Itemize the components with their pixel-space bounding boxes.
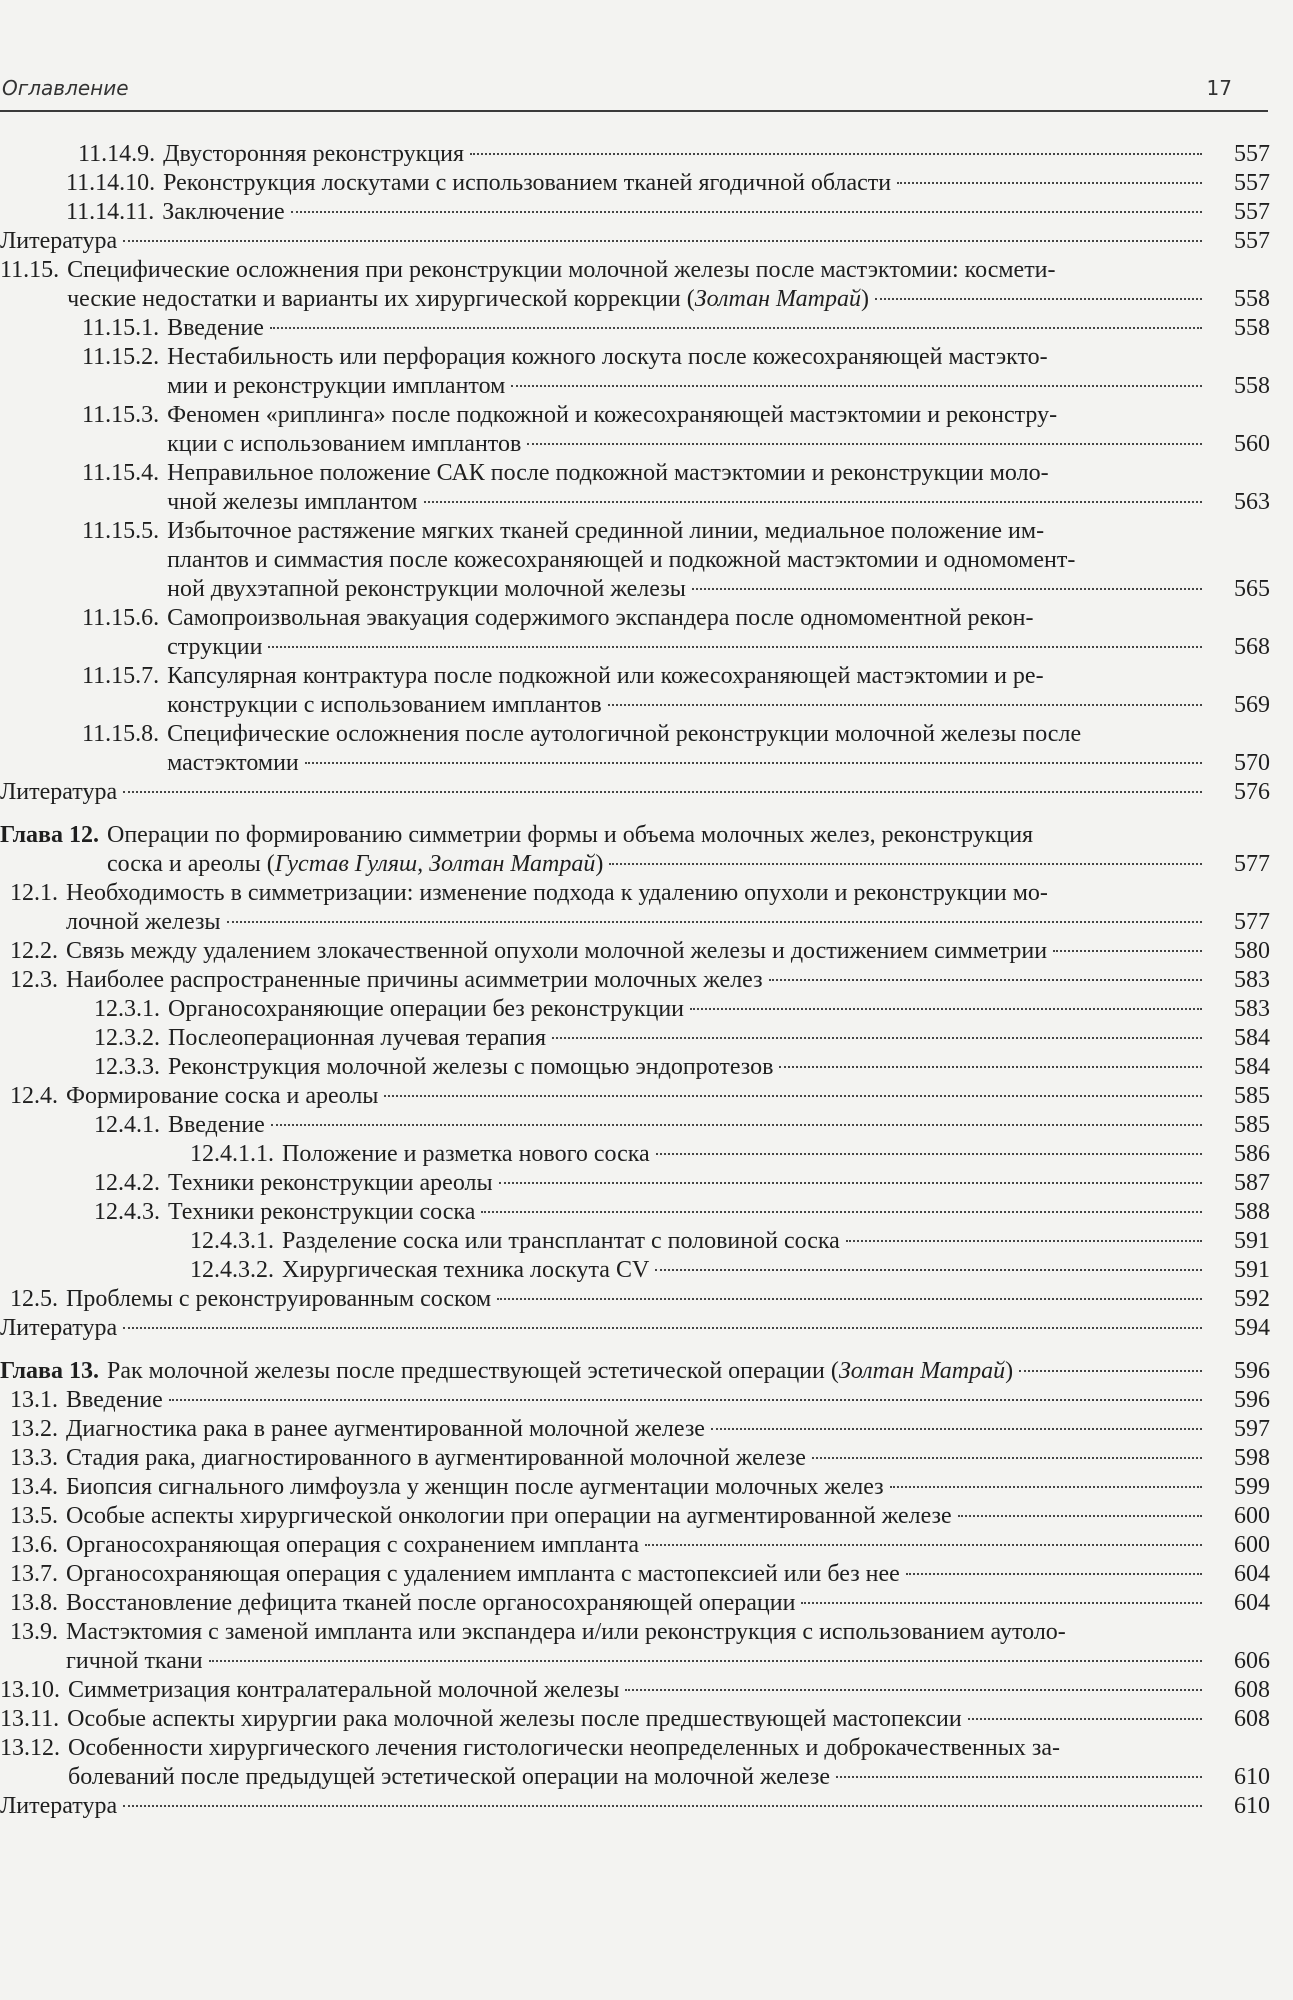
toc-entry-number: 12.3. [10, 967, 58, 993]
toc-entry-title: Реконструкция молочной железы с помощью эндопротезов [168, 1054, 774, 1080]
toc-entry[interactable] [0, 1111, 1270, 1140]
toc-entry[interactable] [0, 937, 1270, 966]
toc-entry-page: 569 [1234, 692, 1270, 718]
toc-entry[interactable] [0, 1676, 1270, 1705]
toc-entry-title: Особые аспекты хирургической онкологии при операции на аугментированной железе [66, 1503, 952, 1529]
toc-entry[interactable] [0, 1024, 1270, 1053]
toc-entry-title: Литература [0, 1793, 118, 1819]
toc-entry-number: 11.15.2. [82, 344, 160, 370]
dot-leader [384, 1094, 1202, 1097]
toc-entry-number: 13.5. [10, 1503, 58, 1529]
dot-leader [291, 210, 1202, 213]
header-rule [0, 110, 1268, 112]
toc-entry-author: Густав Гуляш, Золтан Матрай [274, 851, 596, 877]
toc-entry-number: 12.4.3.1. [190, 1228, 274, 1254]
toc-entry-title: мастэктомии [167, 750, 299, 776]
toc-entry-title: Восстановление дефицита тканей после органосохраняющей операции [66, 1590, 796, 1616]
toc-entry-number: 11.15.6. [82, 605, 160, 631]
toc-entry-page: 596 [1234, 1387, 1270, 1413]
toc-entry[interactable] [0, 604, 1270, 662]
toc-entry[interactable] [0, 778, 1270, 807]
toc-entry-number: 12.4. [10, 1083, 58, 1109]
toc-entry-title: Органосохраняющая операция с удалением импланта с мастопексией или без нее [66, 1561, 900, 1587]
toc-entry-number: 11.15.4. [82, 460, 160, 486]
toc-entry-title: ческие недостатки и варианты их хирургической коррекции ( [67, 286, 695, 312]
dot-leader [123, 239, 1202, 242]
dot-leader [690, 1007, 1202, 1010]
toc-entry-title: Заключение [162, 199, 285, 225]
dot-leader [968, 1717, 1202, 1720]
toc-entry-page: 599 [1234, 1474, 1270, 1500]
toc-entry-page: 583 [1234, 967, 1270, 993]
toc-entry[interactable] [0, 1792, 1270, 1821]
toc-entry[interactable] [0, 1531, 1270, 1560]
toc-entry[interactable] [0, 879, 1270, 937]
dot-leader [1019, 1369, 1202, 1372]
toc-entry-page: 558 [1234, 315, 1270, 341]
dot-leader [836, 1775, 1202, 1778]
dot-leader [890, 1485, 1202, 1488]
toc-entry-title: чной железы имплантом [167, 489, 418, 515]
toc-entry-page: 584 [1234, 1025, 1270, 1051]
toc-entry-number: 13.2. [10, 1416, 58, 1442]
running-header [0, 74, 1240, 114]
toc-entry-title: Литература [0, 228, 118, 254]
toc-entry-page: 610 [1234, 1793, 1270, 1819]
dot-leader [711, 1427, 1202, 1430]
toc-entry-number: 13.8. [10, 1590, 58, 1616]
toc-entry-title: Формирование соска и ареолы [66, 1083, 379, 1109]
toc-entry-title: конструкции с использованием имплантов [167, 692, 602, 718]
toc-entry-number: 11.14.10. [66, 170, 156, 196]
dot-leader [655, 1268, 1202, 1271]
toc-entry-line: Специфические осложнения после аутологичной реконструкции молочной железы после [167, 721, 1082, 747]
toc-entry-title: ной двухэтапной реконструкции молочной железы [167, 576, 686, 602]
toc-entry[interactable] [0, 459, 1270, 517]
toc-entry-page: 557 [1234, 199, 1270, 225]
toc-entry[interactable] [0, 1256, 1270, 1285]
toc-entry-number: 12.4.1. [94, 1112, 160, 1138]
toc-entry[interactable] [0, 401, 1270, 459]
toc-entry-title: лочной железы [66, 909, 221, 935]
toc-entry-tail: ) [1005, 1358, 1014, 1384]
dot-leader [227, 920, 1202, 923]
dot-leader [846, 1239, 1202, 1242]
toc-entry-page: 608 [1234, 1706, 1270, 1732]
toc-entry-page: 584 [1234, 1054, 1270, 1080]
table-of-contents [0, 140, 1270, 1821]
toc-entry-line: Нестабильность или перфорация кожного лоскута после кожесохраняющей мастэкто- [167, 344, 1048, 370]
toc-entry-line: Специфические осложнения при реконструкции молочной железы после мастэктомии: космети- [67, 257, 1056, 283]
toc-entry-number: 11.15.7. [82, 663, 160, 689]
toc-entry-number: 12.4.3. [94, 1199, 160, 1225]
section-gap [0, 807, 1270, 821]
toc-entry-title: Литература [0, 1315, 118, 1341]
toc-entry-page: 585 [1234, 1112, 1270, 1138]
toc-entry-number: 13.10. [0, 1677, 60, 1703]
toc-entry-title: Органосохраняющие операции без реконструкции [168, 996, 685, 1022]
toc-entry-page: 565 [1234, 576, 1270, 602]
dot-leader [875, 297, 1202, 300]
toc-entry-tail: ) [595, 851, 604, 877]
toc-entry[interactable] [0, 1053, 1270, 1082]
toc-entry[interactable] [0, 821, 1270, 879]
toc-entry[interactable] [0, 314, 1270, 343]
toc-entry-number: 13.11. [0, 1706, 60, 1732]
dot-leader [779, 1065, 1202, 1068]
toc-entry-line: Феномен «риплинга» после подкожной и кожесохраняющей мастэктомии и реконстру- [167, 402, 1058, 428]
toc-entry[interactable] [0, 1618, 1270, 1676]
toc-entry-number: 13.3. [10, 1445, 58, 1471]
toc-entry-page: 557 [1234, 228, 1270, 254]
toc-entry[interactable] [0, 1169, 1270, 1198]
toc-entry-title: мии и реконструкции имплантом [167, 373, 506, 399]
toc-entry-title: Диагностика рака в ранее аугментированной молочной железе [66, 1416, 705, 1442]
toc-entry-page: 592 [1234, 1286, 1270, 1312]
toc-entry-page: 597 [1234, 1416, 1270, 1442]
toc-entry-page: 558 [1234, 286, 1270, 312]
toc-entry[interactable] [0, 1734, 1270, 1792]
toc-entry-number: 11.14.11. [66, 199, 155, 225]
toc-entry-page: 604 [1234, 1590, 1270, 1616]
toc-entry-title: кции с использованием имплантов [167, 431, 522, 457]
toc-entry-number: 13.4. [10, 1474, 58, 1500]
toc-entry-title: Литература [0, 779, 118, 805]
toc-entry-page: 570 [1234, 750, 1270, 776]
dot-leader [481, 1210, 1202, 1213]
toc-entry-number: 12.4.1.1. [190, 1141, 274, 1167]
dot-leader [123, 1326, 1202, 1329]
toc-entry-line: Капсулярная контрактура после подкожной или кожесохраняющей мастэктомии и ре- [167, 663, 1044, 689]
toc-entry-page: 583 [1234, 996, 1270, 1022]
dot-leader [645, 1543, 1202, 1546]
toc-entry-number: 12.1. [10, 880, 58, 906]
toc-entry-title: Разделение соска или трансплантат с половиной соска [282, 1228, 840, 1254]
toc-entry-title: Послеоперационная лучевая терапия [168, 1025, 547, 1051]
toc-entry-line: Избыточное растяжение мягких тканей срединной линии, медиальное положение им- [167, 518, 1045, 544]
toc-entry-number: 12.4.3.2. [190, 1257, 274, 1283]
toc-entry-line: Мастэктомия с заменой импланта или экспандера и/или реконструкция с использованием аутоло- [66, 1619, 1066, 1645]
toc-entry-line: Особенности хирургического лечения гистологически неопределенных и доброкачественных за- [68, 1735, 1060, 1761]
toc-entry-title: Введение [168, 1112, 265, 1138]
toc-entry-page: 598 [1234, 1445, 1270, 1471]
toc-entry-line: Самопроизвольная эвакуация содержимого экспандера после одномоментной рекон- [167, 605, 1034, 631]
header-title: Оглавление [2, 76, 129, 100]
toc-entry-title: Хирургическая техника лоскута CV [282, 1257, 650, 1283]
toc-entry[interactable] [0, 662, 1270, 720]
toc-entry-title: Положение и разметка нового соска [282, 1141, 650, 1167]
dot-leader [801, 1601, 1202, 1604]
toc-entry-number: 11.15.8. [82, 721, 160, 747]
toc-entry-page: 608 [1234, 1677, 1270, 1703]
toc-entry-page: 557 [1234, 170, 1270, 196]
toc-entry-page: 586 [1234, 1141, 1270, 1167]
toc-entry-page: 577 [1234, 909, 1270, 935]
toc-entry[interactable] [0, 1473, 1270, 1502]
toc-entry-number: Глава 13. [0, 1358, 99, 1384]
dot-leader [271, 1123, 1202, 1126]
toc-entry[interactable] [0, 1314, 1270, 1343]
dot-leader [169, 1398, 1202, 1401]
toc-entry-page: 604 [1234, 1561, 1270, 1587]
toc-entry[interactable] [0, 1705, 1270, 1734]
header-page-number: 17 [1206, 76, 1232, 100]
toc-entry[interactable] [0, 343, 1270, 401]
toc-entry-page: 606 [1234, 1648, 1270, 1674]
toc-entry-page: 594 [1234, 1315, 1270, 1341]
toc-entry[interactable] [0, 256, 1270, 314]
toc-entry-author: Золтан Матрай [694, 286, 862, 312]
toc-entry-page: 557 [1234, 141, 1270, 167]
toc-entry[interactable] [0, 227, 1270, 256]
toc-entry-tail: ) [861, 286, 870, 312]
toc-entry-line: Операции по формированию симметрии формы и объема молочных желез, реконструкция [107, 822, 1034, 848]
dot-leader [123, 790, 1202, 793]
dot-leader [268, 645, 1202, 648]
toc-entry-title: болеваний после предыдущей эстетической операции на молочной железе [68, 1764, 830, 1790]
toc-entry-author: Золтан Матрай [838, 1358, 1006, 1384]
toc-entry-number: 11.15.3. [82, 402, 160, 428]
dot-leader [424, 500, 1202, 503]
toc-entry[interactable] [0, 198, 1270, 227]
dot-leader [608, 703, 1202, 706]
dot-leader [769, 978, 1202, 981]
toc-entry-title: струкции [167, 634, 263, 660]
toc-entry-title: Техники реконструкции соска [168, 1199, 476, 1225]
toc-entry[interactable] [0, 1285, 1270, 1314]
toc-entry-title: Реконструкция лоскутами с использованием тканей ягодичной области [163, 170, 892, 196]
dot-leader [470, 152, 1202, 155]
dot-leader [209, 1659, 1202, 1662]
toc-entry[interactable] [0, 1227, 1270, 1256]
toc-entry-number: 13.12. [0, 1735, 60, 1761]
toc-entry-number: 11.14.9. [78, 141, 156, 167]
toc-entry-number: 13.1. [10, 1387, 58, 1413]
toc-entry[interactable] [0, 1589, 1270, 1618]
toc-entry-title: Введение [66, 1387, 163, 1413]
dot-leader [552, 1036, 1202, 1039]
toc-entry[interactable] [0, 995, 1270, 1024]
toc-entry-title: Органосохраняющая операция с сохранением импланта [66, 1532, 639, 1558]
dot-leader [897, 181, 1202, 184]
toc-entry-page: 560 [1234, 431, 1270, 457]
dot-leader [497, 1297, 1202, 1300]
toc-entry-page: 600 [1234, 1532, 1270, 1558]
dot-leader [123, 1804, 1202, 1807]
toc-entry[interactable] [0, 140, 1270, 169]
toc-entry-title: Стадия рака, диагностированного в аугментированной молочной железе [66, 1445, 806, 1471]
toc-entry-line: Неправильное положение САК после подкожной мастэктомии и реконструкции моло- [167, 460, 1049, 486]
toc-entry-page: 568 [1234, 634, 1270, 660]
toc-entry[interactable] [0, 1198, 1270, 1227]
toc-entry[interactable] [0, 1502, 1270, 1531]
toc-entry-number: 11.15.5. [82, 518, 160, 544]
toc-entry[interactable] [0, 1560, 1270, 1589]
toc-entry[interactable] [0, 1415, 1270, 1444]
toc-entry-number: Глава 12. [0, 822, 99, 848]
dot-leader [656, 1152, 1202, 1155]
dot-leader [692, 587, 1202, 590]
toc-entry-number: 12.3.3. [94, 1054, 160, 1080]
toc-entry-title: Наиболее распространенные причины асимметрии молочных желез [66, 967, 763, 993]
dot-leader [305, 761, 1202, 764]
toc-entry-page: 591 [1234, 1228, 1270, 1254]
toc-entry-title: Связь между удалением злокачественной опухоли молочной железы и достижением симметрии [66, 938, 1048, 964]
toc-entry-title: Рак молочной железы после предшествующей эстетической операции ( [107, 1358, 839, 1384]
dot-leader [906, 1572, 1202, 1575]
toc-entry-number: 12.5. [10, 1286, 58, 1312]
toc-entry-title: гичной ткани [66, 1648, 203, 1674]
toc-entry-number: 12.2. [10, 938, 58, 964]
toc-entry-title: Симметризация контралатеральной молочной железы [68, 1677, 620, 1703]
toc-entry-number: 13.7. [10, 1561, 58, 1587]
toc-entry-page: 577 [1234, 851, 1270, 877]
toc-entry-number: 13.6. [10, 1532, 58, 1558]
toc-entry-page: 610 [1234, 1764, 1270, 1790]
toc-entry-page: 580 [1234, 938, 1270, 964]
toc-entry-title: Проблемы с реконструированным соском [66, 1286, 492, 1312]
dot-leader [812, 1456, 1202, 1459]
toc-entry-title: Введение [167, 315, 264, 341]
toc-entry-page: 600 [1234, 1503, 1270, 1529]
toc-entry-page: 591 [1234, 1257, 1270, 1283]
toc-entry[interactable] [0, 1140, 1270, 1169]
toc-entry-title: Особые аспекты хирургии рака молочной железы после предшествующей мастопексии [67, 1706, 962, 1732]
toc-entry-title: Двусторонняя реконструкция [163, 141, 465, 167]
toc-entry[interactable] [0, 1082, 1270, 1111]
toc-entry-page: 587 [1234, 1170, 1270, 1196]
toc-entry[interactable] [0, 1386, 1270, 1415]
toc-entry-page: 588 [1234, 1199, 1270, 1225]
toc-entry[interactable] [0, 1444, 1270, 1473]
toc-entry-number: 12.3.1. [94, 996, 160, 1022]
toc-entry[interactable] [0, 720, 1270, 778]
toc-entry-page: 596 [1234, 1358, 1270, 1384]
dot-leader [625, 1688, 1202, 1691]
toc-entry[interactable] [0, 169, 1270, 198]
toc-entry[interactable] [0, 966, 1270, 995]
dot-leader [499, 1181, 1202, 1184]
dot-leader [1053, 949, 1202, 952]
dot-leader [609, 862, 1202, 865]
toc-entry-title: Техники реконструкции ареолы [168, 1170, 493, 1196]
toc-entry[interactable] [0, 1357, 1270, 1386]
dot-leader [511, 384, 1202, 387]
dot-leader [527, 442, 1202, 445]
toc-entry-number: 11.15.1. [82, 315, 160, 341]
toc-entry-number: 12.3.2. [94, 1025, 160, 1051]
toc-entry-line: плантов и симмастия после кожесохраняющей и подкожной мастэктомии и одномомент- [167, 547, 1076, 573]
section-gap [0, 1343, 1270, 1357]
toc-entry-page: 563 [1234, 489, 1270, 515]
dot-leader [958, 1514, 1202, 1517]
toc-entry-page: 585 [1234, 1083, 1270, 1109]
toc-entry-page: 558 [1234, 373, 1270, 399]
toc-entry[interactable] [0, 517, 1270, 604]
toc-entry-line: Необходимость в симметризации: изменение подхода к удалению опухоли и реконструкции мо- [66, 880, 1048, 906]
toc-entry-number: 12.4.2. [94, 1170, 160, 1196]
toc-entry-number: 13.9. [10, 1619, 58, 1645]
dot-leader [270, 326, 1202, 329]
toc-entry-number: 11.15. [0, 257, 60, 283]
toc-entry-page: 576 [1234, 779, 1270, 805]
toc-entry-title: Биопсия сигнального лимфоузла у женщин после аугментации молочных желез [66, 1474, 884, 1500]
toc-entry-title: соска и ареолы ( [107, 851, 275, 877]
